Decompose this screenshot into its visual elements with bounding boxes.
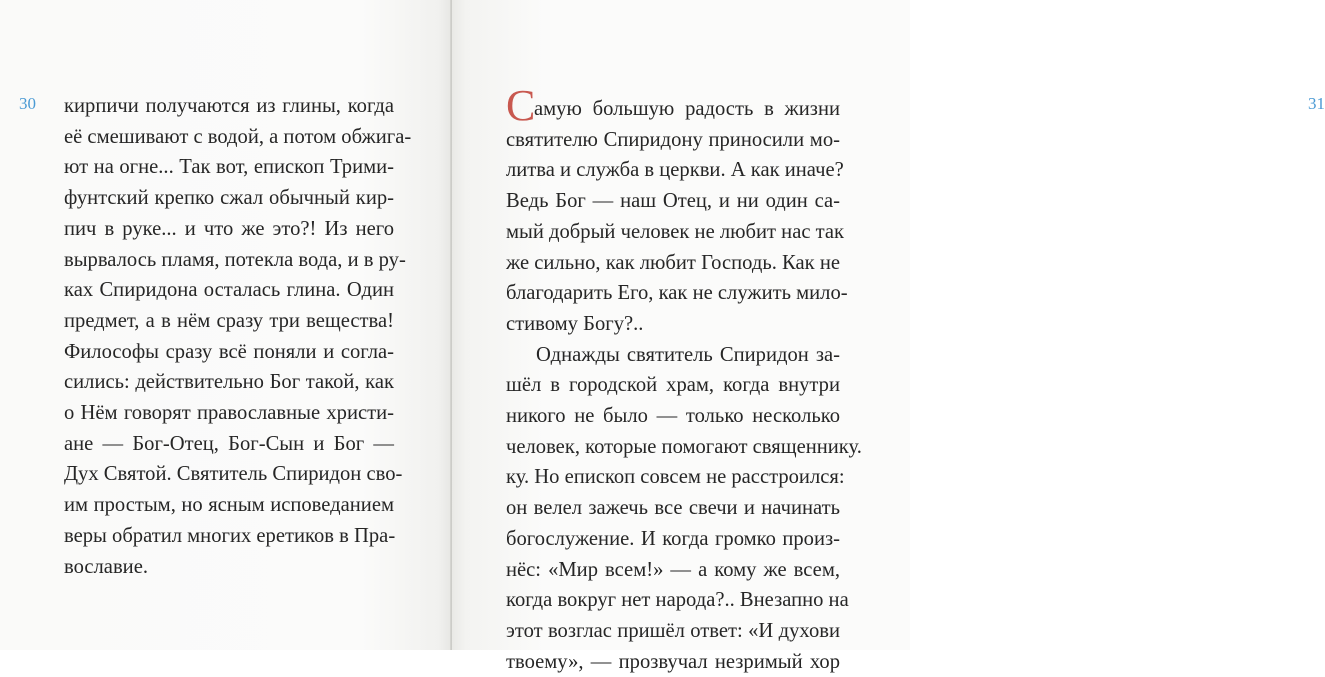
- text-line: нёс: «Мир всем!» — а кому же всем,: [506, 558, 840, 581]
- text-line: Дух Святой. Святитель Спиридон сво-: [64, 463, 403, 486]
- text-line: литва и служба в церкви. А как иначе?: [506, 159, 844, 182]
- text-line: амую большую радость в жизни: [534, 98, 840, 120]
- text-line: Ведь Бог — наш Отец, и ни один са-: [506, 190, 840, 213]
- page-number-right: 31: [1308, 94, 1325, 113]
- text-line: богослужение. И когда громко произ-: [506, 527, 840, 550]
- text-line: благодарить Его, как не служить мило-: [506, 282, 848, 305]
- text-line: её смешивают с водой, а потом обжига-: [64, 125, 412, 148]
- text-line: никого не было — только несколько: [506, 405, 840, 428]
- text-line: Философы сразу всё поняли и согла-: [64, 340, 394, 363]
- text-line: шёл в городской храм, когда внутри: [506, 374, 840, 397]
- text-line: твоему», — прозвучал незримый хор: [506, 650, 840, 673]
- text-line: предмет, а в нём сразу три вещества!: [64, 309, 394, 332]
- left-page: [0, 0, 452, 650]
- text-line: святителю Спиридону приносили мо-: [506, 128, 840, 151]
- text-line: человек, которые помогают священнику.: [506, 435, 862, 458]
- drop-cap-letter: С: [506, 81, 536, 130]
- text-line: фунтский крепко сжал обычный кир-: [64, 187, 394, 210]
- text-line: пич в руке... и что же это?! Из него: [64, 217, 394, 240]
- text-line: ках Спиридона осталась глина. Один: [64, 279, 394, 302]
- text-line: Однажды святитель Спиридон за-: [536, 343, 840, 366]
- text-line: вославие.: [64, 555, 148, 578]
- text-line: он велел зажечь все свечи и начинать: [506, 497, 840, 520]
- text-line: этот возглас пришёл ответ: «И духови: [506, 619, 840, 642]
- page-number-left: 30: [19, 94, 36, 113]
- text-line: мый добрый человек не любит нас так: [506, 220, 845, 243]
- text-line: о Нём говорят православные христи-: [64, 402, 394, 425]
- text-line: стивому Богу?..: [506, 312, 644, 335]
- text-line: когда вокруг нет народа?.. Внезапно на: [506, 589, 849, 612]
- text-line: веры обратил многих еретиков в Пра-: [64, 524, 396, 547]
- text-line: ане — Бог-Отец, Бог-Сын и Бог —: [64, 432, 394, 455]
- text-line: им простым, но ясным исповеданием: [64, 494, 394, 517]
- left-page-text: [64, 91, 412, 582]
- text-line: вырвалось пламя, потекла вода, и в ру-: [64, 248, 406, 271]
- text-line: сились: действительно Бог такой, как: [64, 371, 394, 394]
- text-line: же сильно, как любит Господь. Как не: [506, 251, 840, 274]
- text-line: кирпичи получаются из глины, когда: [64, 95, 394, 117]
- right-page-text: [506, 94, 862, 677]
- text-line: ку. Но епископ совсем не расстроился:: [506, 466, 845, 489]
- text-line: ют на огне... Так вот, епископ Трими-: [64, 156, 394, 179]
